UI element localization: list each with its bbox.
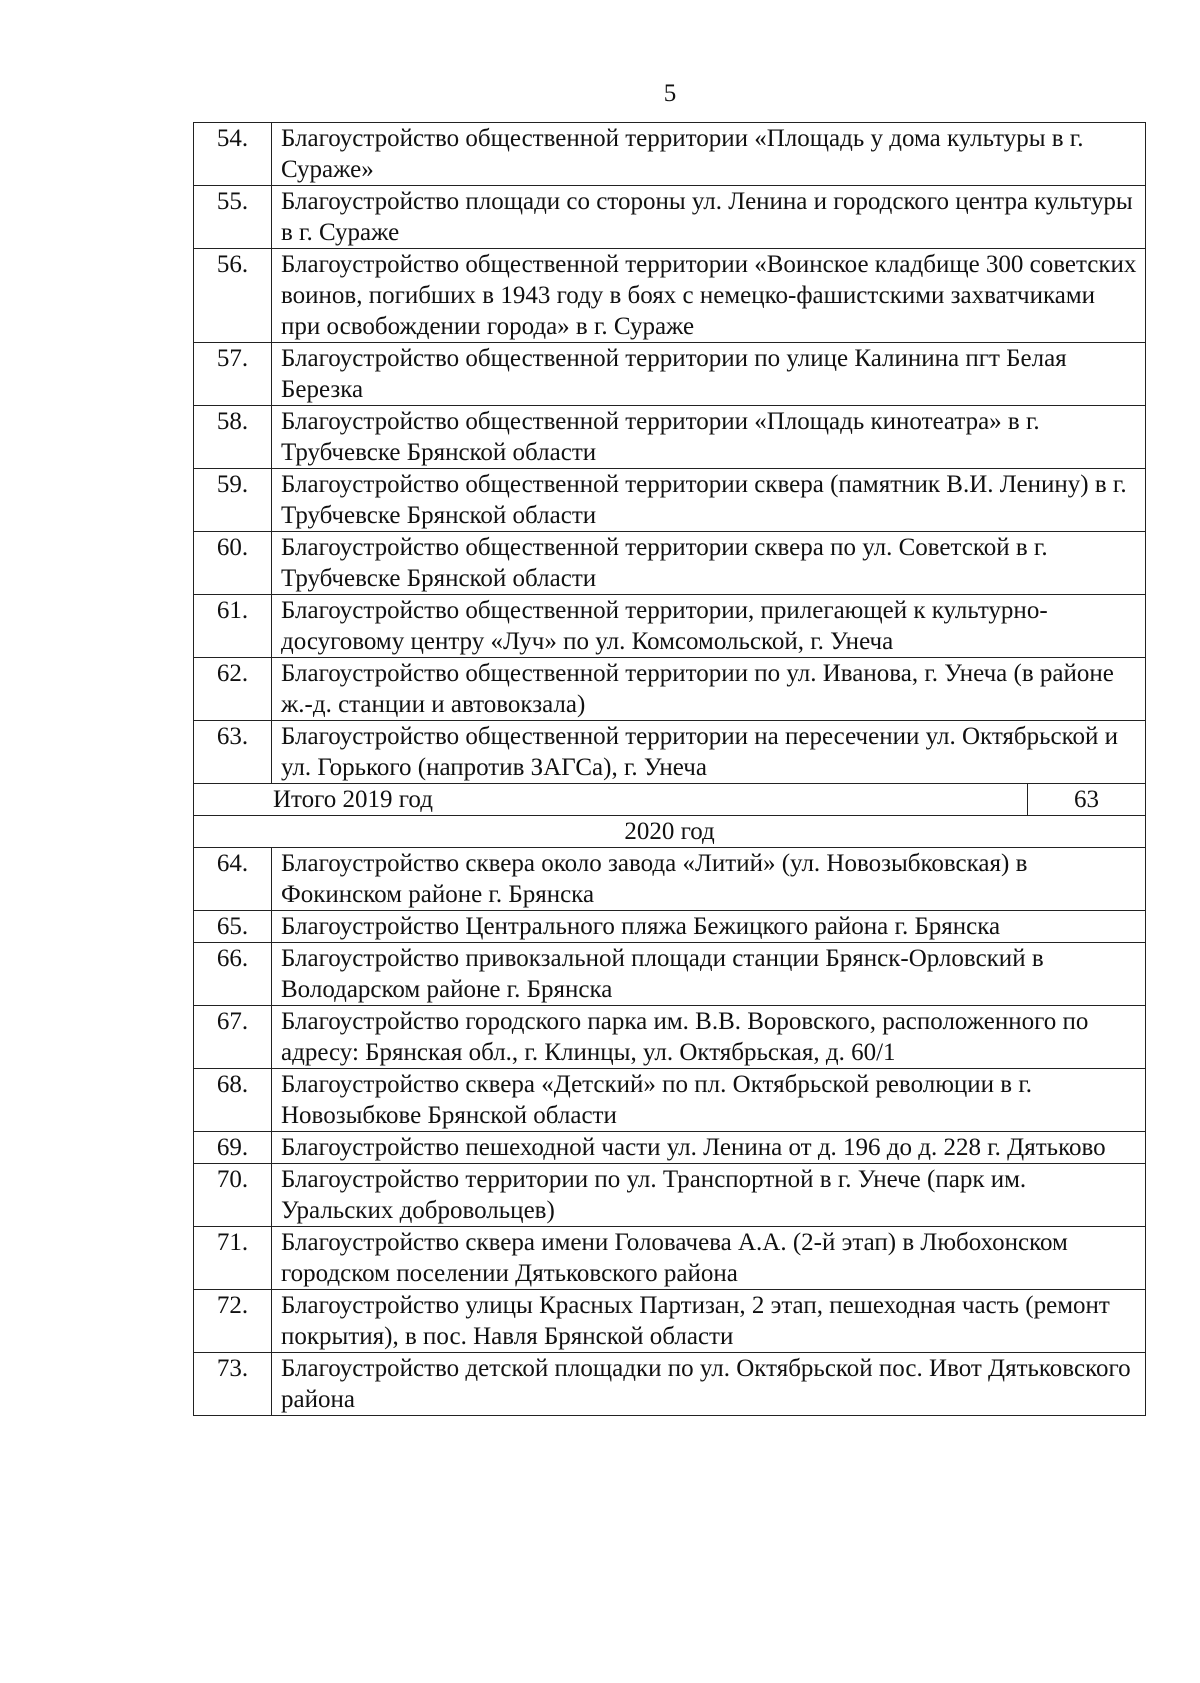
year-header-row [194,816,1146,848]
table-row [194,911,1146,943]
total-label: Итого 2019 год [194,784,1028,816]
row-description: Благоустройство общественной территории по ул. Иванова, г. Унеча (в районе ж.-д. станции и автовокзала) [272,658,1146,721]
table-row [194,1006,1146,1069]
row-description: Благоустройство площади со стороны ул. Ленина и городского центра культуры в г. Сураже [272,186,1146,249]
row-number: 59. [194,469,272,532]
page-number: 5 [663,80,677,107]
row-number: 65. [194,911,272,943]
row-number: 54. [194,123,272,186]
table-row [194,595,1146,658]
row-description: Благоустройство общественной территории на пересечении ул. Октябрьской и ул. Горького (напротив ЗАГСа), г. Унеча [272,721,1146,784]
table-row [194,658,1146,721]
row-description: Благоустройство общественной территории, прилегающей к культурно-досуговому центру «Луч» по ул. Комсомольской, г. Унеча [272,595,1146,658]
row-description: Благоустройство сквера около завода «Литий» (ул. Новозыбковская) в Фокинском районе г. Брянска [272,848,1146,911]
row-description: Благоустройство общественной территории «Площадь кинотеатра» в г. Трубчевске Брянской области [272,406,1146,469]
row-number: 68. [194,1069,272,1132]
row-number: 73. [194,1353,272,1416]
row-number: 67. [194,1006,272,1069]
row-number: 57. [194,343,272,406]
row-description: Благоустройство территории по ул. Транспортной в г. Унече (парк им. Уральских добровольцев) [272,1164,1146,1227]
row-number: 55. [194,186,272,249]
table-row [194,249,1146,343]
row-description: Благоустройство Центрального пляжа Бежицкого района г. Брянска [272,911,1146,943]
row-number: 58. [194,406,272,469]
row-description: Благоустройство пешеходной части ул. Ленина от д. 196 до д. 228 г. Дятьково [272,1132,1146,1164]
rows-2020 [194,848,1146,1416]
row-number: 66. [194,943,272,1006]
row-description: Благоустройство сквера «Детский» по пл. Октябрьской революции в г. Новозыбкове Брянской области [272,1069,1146,1132]
row-number: 70. [194,1164,272,1227]
row-number: 56. [194,249,272,343]
table-row [194,1227,1146,1290]
total-2019-section [194,784,1146,848]
table-row [194,123,1146,186]
row-description: Благоустройство улицы Красных Партизан, 2 этап, пешеходная часть (ремонт покрытия), в пос. Навля Брянской области [272,1290,1146,1353]
row-number: 62. [194,658,272,721]
row-number: 71. [194,1227,272,1290]
row-description: Благоустройство общественной территории сквера (памятник В.И. Ленину) в г. Трубчевске Брянской области [272,469,1146,532]
table-row [194,1164,1146,1227]
table-row [194,1290,1146,1353]
table-row [194,1132,1146,1164]
row-description: Благоустройство детской площадки по ул. Октябрьской пос. Ивот Дятьковского района [272,1353,1146,1416]
table-row [194,406,1146,469]
table-row [194,469,1146,532]
table-row [194,721,1146,784]
year-header: 2020 год [194,816,1146,848]
row-description: Благоустройство городского парка им. В.В. Воровского, расположенного по адресу: Брянская обл., г. Клинцы, ул. Октябрьская, д. 60/1 [272,1006,1146,1069]
table-row [194,532,1146,595]
row-number: 69. [194,1132,272,1164]
row-number: 72. [194,1290,272,1353]
row-description: Благоустройство общественной территории «Воинское кладбище 300 советских воинов, погибших в 1943 году в боях с немецко-фашистскими захватчиками при освобождении города» в г. Сураже [272,249,1146,343]
table-row [194,186,1146,249]
row-number: 63. [194,721,272,784]
table-row [194,943,1146,1006]
objects-table-container [193,122,1145,1416]
row-description: Благоустройство общественной территории «Площадь у дома культуры в г. Сураже» [272,123,1146,186]
row-description: Благоустройство сквера имени Головачева А.А. (2-й этап) в Любохонском городском поселении Дятьковского района [272,1227,1146,1290]
table-row [194,1069,1146,1132]
table-row [194,848,1146,911]
objects-table [193,122,1146,1416]
total-row [194,784,1146,816]
row-number: 61. [194,595,272,658]
rows-2019 [194,123,1146,784]
row-number: 64. [194,848,272,911]
row-description: Благоустройство общественной территории сквера по ул. Советской в г. Трубчевске Брянской области [272,532,1146,595]
row-description: Благоустройство общественной территории по улице Калинина пгт Белая Березка [272,343,1146,406]
row-description: Благоустройство привокзальной площади станции Брянск-Орловский в Володарском районе г. Брянска [272,943,1146,1006]
total-value: 63 [1028,784,1146,816]
table-row [194,343,1146,406]
table-row [194,1353,1146,1416]
row-number: 60. [194,532,272,595]
